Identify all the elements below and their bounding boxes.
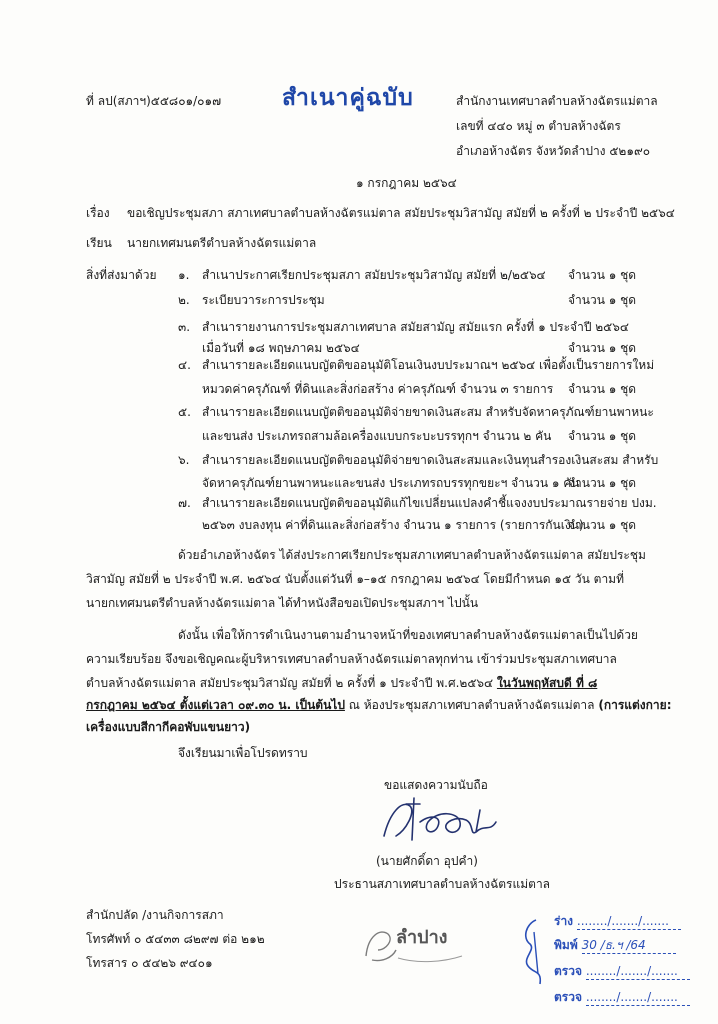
dress-code-label: (การแต่งกาย: xyxy=(598,698,672,712)
routing-stamp xyxy=(512,910,702,1018)
document-date: ๑ กรกฎาคม ๒๕๖๔ xyxy=(356,176,457,190)
enclosure-quantity: จำนวน ๑ ชุด xyxy=(568,518,637,532)
enclosure-text: หมวดค่าครุภัณฑ์ ที่ดินและสิ่งก่อสร้าง ค่าครุภัณฑ์ จำนวน ๓ รายการ xyxy=(202,382,554,396)
meeting-venue-text: ณ ห้องประชุมสภาเทศบาลตำบลห้างฉัตรแม่ตาล xyxy=(348,698,595,712)
enclosure-quantity: จำนวน ๑ ชุด xyxy=(568,268,637,282)
regards-text: ขอแสดงความนับถือ xyxy=(384,778,488,792)
fax-text: โทรสาร ๐ ๕๔๒๖ ๙๔๐๑ xyxy=(86,956,213,970)
enclosure-text: สำเนารายละเอียดแนบญัตติขออนุมัติจ่ายขาดเงินสะสม สำหรับจัดหาครุภัณฑ์ยานพาหนะ xyxy=(202,405,654,419)
enclosure-text: สำเนารายงานการประชุมสภาเทศบาล สมัยสามัญ สมัยแรก ครั้งที่ ๑ ประจำปี ๒๕๖๔ xyxy=(202,320,629,334)
dress-code-text: เครื่องแบบสีกากีคอพับแขนยาว) xyxy=(86,720,251,734)
routing-label: ตรวจ xyxy=(554,990,583,1004)
reference-number: ที่ ลป(สภาฯ)๕๕๘๐๑/๐๑๗ xyxy=(86,94,222,108)
enclosure-text: และขนส่ง ประเภทรถสามล้อเครื่องแบบกระบะบรรทุกฯ จำนวน ๒ คัน xyxy=(202,429,552,443)
municipality-logo xyxy=(358,920,468,966)
signatory-position: ประธานสภาเทศบาลตำบลห้างฉัตรแม่ตาล xyxy=(334,877,551,891)
body-paragraph-2-line xyxy=(86,698,672,713)
enclosure-number: ๖. xyxy=(178,453,190,467)
enclosure-quantity: จำนวน ๑ ชุด xyxy=(568,476,637,490)
routing-label: พิมพ์ xyxy=(554,938,578,952)
enclosure-number: ๓. xyxy=(178,320,191,334)
handwritten-signature xyxy=(376,792,506,854)
routing-row xyxy=(554,964,690,980)
routing-value: ......../......./....... xyxy=(577,914,681,930)
department-text: สำนักปลัด /งานกิจการสภา xyxy=(86,908,224,922)
routing-value: 30 /ธ.ฯ /64 xyxy=(582,938,676,954)
enclosure-text: เมื่อวันที่ ๑๘ พฤษภาคม ๒๕๖๔ xyxy=(202,341,360,355)
meeting-time-highlight: กรกฎาคม ๒๕๖๔ ตั้งแต่เวลา ๐๙.๓๐ น. เป็นต้นไป xyxy=(86,698,345,712)
office-line-1: สำนักงานเทศบาลตำบลห้างฉัตรแม่ตาล xyxy=(456,94,658,108)
routing-value: ......../......./....... xyxy=(586,990,690,1006)
enclosure-number: ๗. xyxy=(178,496,191,510)
enclosure-number: ๔. xyxy=(178,358,191,372)
enclosure-number: ๑. xyxy=(178,268,190,282)
body-paragraph-1-line: นายกเทศมนตรีตำบลห้างฉัตรแม่ตาล ได้ทำหนังสือขอเปิดประชุมสภาฯ ไปนั้น xyxy=(86,596,479,610)
subject-label: เรื่อง xyxy=(86,206,110,220)
addressee-text: นายกเทศมนตรีตำบลห้างฉัตรแม่ตาล xyxy=(127,236,317,250)
enclosure-quantity: จำนวน ๑ ชุด xyxy=(568,341,637,355)
office-line-3: อำเภอห้างฉัตร จังหวัดลำปาง ๕๒๑๙๐ xyxy=(456,144,651,158)
closing-phrase: จึงเรียนมาเพื่อโปรดทราบ xyxy=(178,746,308,760)
enclosure-quantity: จำนวน ๑ ชุด xyxy=(568,293,637,307)
body-paragraph-1-line: ด้วยอำเภอห้างฉัตร ได้ส่งประกาศเรียกประชุมสภาเทศบาลตำบลห้างฉัตรแม่ตาล สมัยประชุม xyxy=(178,548,646,562)
enclosure-number: ๒. xyxy=(178,293,190,307)
addressee-label: เรียน xyxy=(86,236,112,250)
enclosure-text: สำเนารายละเอียดแนบญัตติขออนุมัติแก้ไขเปลี่ยนแปลงคำชี้แจงงบประมาณรายจ่าย ปงม. xyxy=(202,496,657,510)
enclosure-quantity: จำนวน ๑ ชุด xyxy=(568,429,637,443)
routing-row xyxy=(554,990,690,1006)
initials-scribble-icon xyxy=(514,914,548,994)
enclosure-text: สำเนารายละเอียดแนบญัตติขออนุมัติโอนเงินงบประมาณฯ ๒๕๖๔ เพื่อตั้งเป็นรายการใหม่ xyxy=(202,358,655,372)
office-line-2: เลขที่ ๔๔๐ หมู่ ๓ ตำบลห้างฉัตร xyxy=(456,119,621,133)
enclosure-text: ๒๕๖๓ งบลงทุน ค่าที่ดินและสิ่งก่อสร้าง จำนวน ๑ รายการ (รายการกันเงิน) xyxy=(202,518,584,532)
enclosure-text: จัดหาครุภัณฑ์ยานพาหนะและขนส่ง ประเภทรถบรรทุกขยะฯ จำนวน ๑ คัน xyxy=(202,476,580,490)
enclosure-text: ระเบียบวาระการประชุม xyxy=(202,293,325,307)
routing-row xyxy=(554,914,681,930)
enclosure-number: ๕. xyxy=(178,405,191,419)
routing-label: ตรวจ xyxy=(554,964,583,978)
enclosure-text: สำเนารายละเอียดแนบญัตติขออนุมัติจ่ายขาดเงินสะสมและเงินทุนสำรองเงินสะสม สำหรับ xyxy=(202,453,659,467)
meeting-day-highlight: ในวันพฤหัสบดี ที่ ๘ xyxy=(496,676,598,690)
enclosure-text: สำเนาประกาศเรียกประชุมสภา สมัยประชุมวิสามัญ สมัยที่ ๒/๒๕๖๔ xyxy=(202,268,546,282)
body-paragraph-2-line xyxy=(86,676,597,691)
subject-text: ขอเชิญประชุมสภา สภาเทศบาลตำบลห้างฉัตรแม่ตาล สมัยประชุมวิสามัญ สมัยที่ ๒ ครั้งที่ ๒ ประจำปี ๒๕๖๔ xyxy=(127,206,675,220)
body-paragraph-2-line: ความเรียบร้อย จึงขอเชิญคณะผู้บริหารเทศบาลตำบลห้างฉัตรแม่ตาลทุกท่าน เข้าร่วมประชุมสภาเทศบาล xyxy=(86,652,617,666)
meeting-details-text: ตำบลห้างฉัตรแม่ตาล สมัยประชุมวิสามัญ สมัยที่ ๒ ครั้งที่ ๑ ประจำปี พ.ศ.๒๕๖๔ xyxy=(86,676,494,690)
routing-label: ร่าง xyxy=(554,914,574,928)
body-paragraph-1-line: วิสามัญ สมัยที่ ๒ ประจำปี พ.ศ. ๒๕๖๔ นับตั้งแต่วันที่ ๑–๑๕ กรกฎาคม ๒๕๖๔ โดยมีกำหนด ๑๕ วัน ตามที่ xyxy=(86,572,625,586)
enclosures-label: สิ่งที่ส่งมาด้วย xyxy=(86,268,157,282)
signatory-name: (นายศักดิ์ดา อุปคำ) xyxy=(376,854,478,868)
phone-text: โทรศัพท์ ๐ ๕๔๓๓ ๘๒๙๗ ต่อ ๒๑๒ xyxy=(86,932,265,946)
enclosure-quantity: จำนวน ๑ ชุด xyxy=(568,382,637,396)
routing-value: ......../......./....... xyxy=(586,964,690,980)
logo-text: ลำปาง xyxy=(396,927,448,948)
routing-row xyxy=(554,938,676,954)
copy-stamp: สำเนาคู่ฉบับ xyxy=(282,84,414,111)
body-paragraph-2-line: ดังนั้น เพื่อให้การดำเนินงานตามอำนาจหน้าที่ของเทศบาลตำบลห้างฉัตรแม่ตาลเป็นไปด้วย xyxy=(178,628,638,642)
